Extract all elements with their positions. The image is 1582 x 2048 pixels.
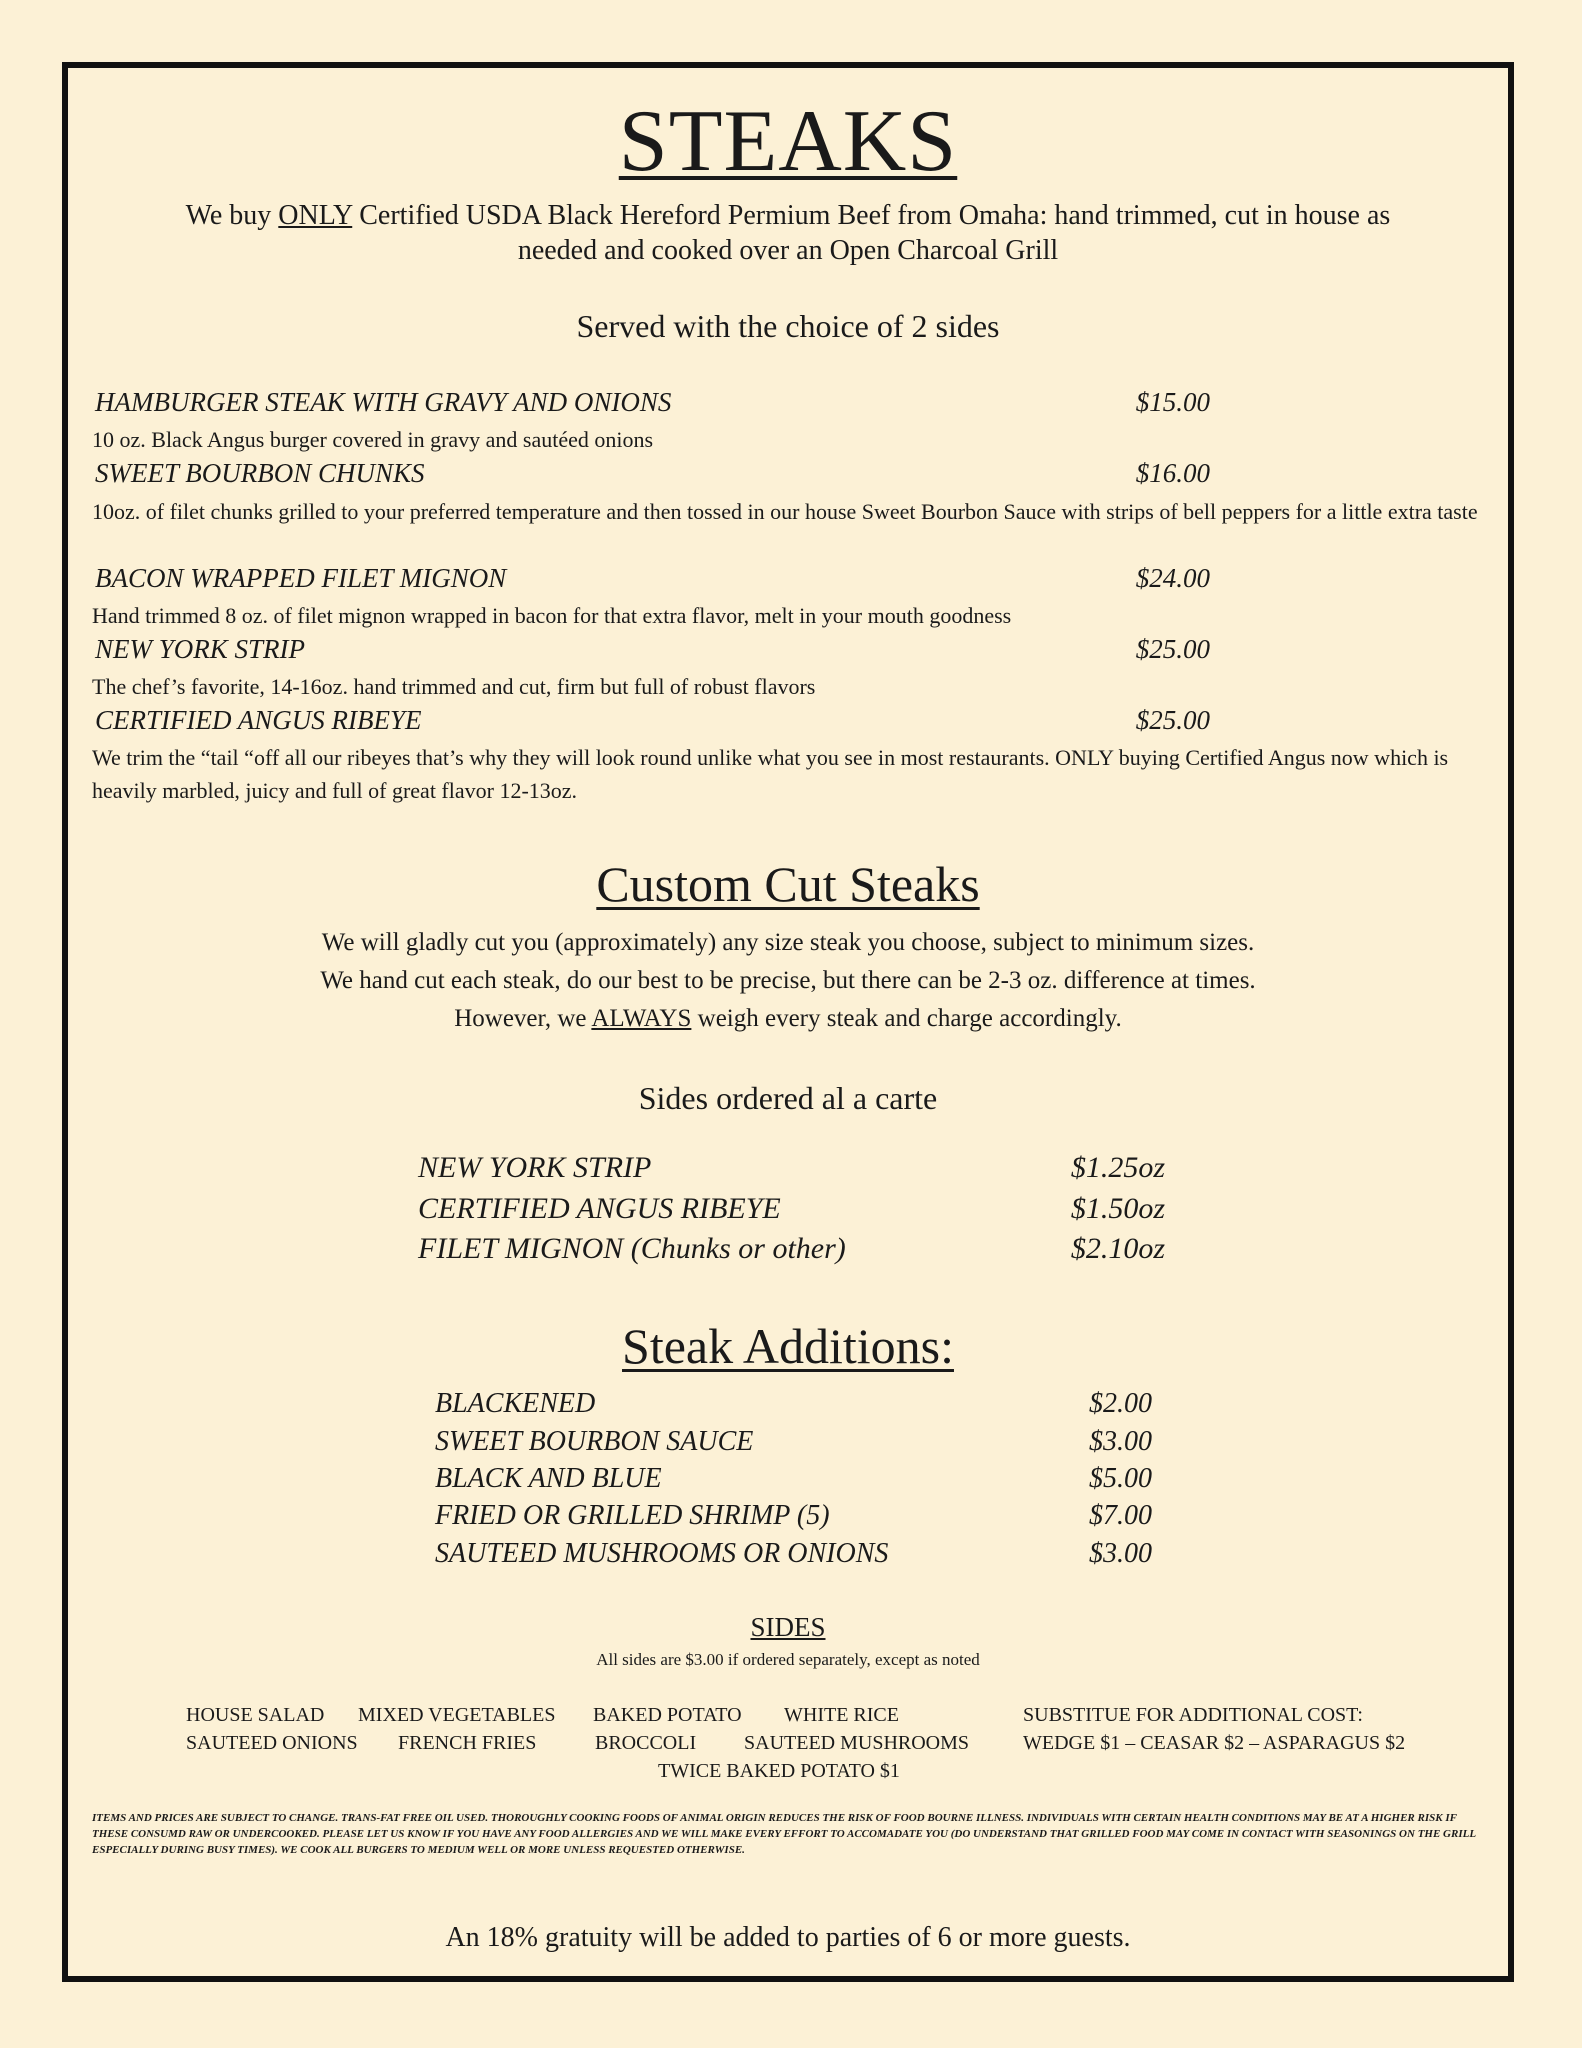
steak-name: NEW YORK STRIP (95, 634, 306, 664)
addition-price: $5.00 (1089, 1463, 1152, 1494)
side-item: SAUTEED ONIONS (186, 1732, 358, 1754)
steak-price: $16.00 (1135, 458, 1210, 488)
addition-name: SAUTEED MUSHROOMS OR ONIONS (435, 1538, 889, 1569)
cut-price: $1.50oz (1070, 1192, 1165, 1225)
steak-name: HAMBURGER STEAK WITH GRAVY AND ONIONS (95, 387, 672, 417)
page-title: STEAKS (618, 93, 958, 190)
additions-heading: Steak Additions: (622, 1318, 954, 1374)
intro-text (62, 198, 1514, 268)
side-item: WHITE RICE (784, 1704, 899, 1726)
sides-heading: SIDES (750, 1612, 826, 1642)
disclaimer: ITEMS AND PRICES ARE SUBJECT TO CHANGE. TRANS-FAT FREE OIL USED. THOROUGHLY COOKING FOODS OF ANIMAL ORIGIN REDUCES THE RISK OF FOOD BOURNE ILLNESS. INDIVIDUALS WITH CERTAIN HEALTH CONDITIONS MAY BE AT A HIGHER RISK IF THESE CONSUMD RAW OR UNDERCOOKED. PLEASE LET US KNOW IF YOU HAVE ANY FOOD ALLERGIES AND WE WILL MAKE EVERY EFFORT TO ACCOMADATE YOU (DO UNDERSTAND THAT GRILLED FOOD MAY COME IN CONTACT WITH SEASONINGS ON THE GRILL ESPECIALLY DURING BUSY TIMES). WE COOK ALL BURGERS TO MEDIUM WELL OR MORE UNLESS REQUESTED OTHERWISE. (92, 1812, 1476, 1856)
side-item: SAUTEED MUSHROOMS (744, 1732, 970, 1754)
custom-cut-heading: Custom Cut Steaks (596, 856, 980, 912)
intro-before: We buy (185, 200, 279, 231)
substitute-heading: SUBSTITUE FOR ADDITIONAL COST: (1023, 1704, 1363, 1726)
addition-name: SWEET BOURBON SAUCE (435, 1426, 754, 1457)
side-item: FRENCH FRIES (398, 1732, 537, 1754)
cut-price: $2.10oz (1070, 1232, 1165, 1265)
side-item: BAKED POTATO (593, 1704, 742, 1726)
steak-price: $15.00 (1135, 387, 1210, 417)
steak-name: SWEET BOURBON CHUNKS (95, 458, 425, 488)
steak-name: CERTIFIED ANGUS RIBEYE (95, 705, 422, 735)
steak-price: $24.00 (1135, 563, 1210, 593)
steak-description: 10 oz. Black Angus burger covered in gravy and sautéed onions (92, 427, 654, 452)
steak-description: 10oz. of filet chunks grilled to your preferred temperature and then tossed in our house Sweet Bourbon Sauce with strips of bell peppers for a little extra taste (92, 499, 1478, 524)
side-item: TWICE BAKED POTATO $1 (658, 1760, 900, 1782)
cut-name: CERTIFIED ANGUS RIBEYE (418, 1192, 781, 1225)
steak-description: The chef’s favorite, 14-16oz. hand trimmed and cut, firm but full of robust flavors (92, 674, 816, 699)
side-item: HOUSE SALAD (186, 1704, 325, 1726)
cut-name: FILET MIGNON (Chunks or other) (418, 1232, 846, 1265)
custom-line (62, 1000, 1514, 1038)
addition-price: $2.00 (1089, 1388, 1152, 1419)
sides-carte-heading: Sides ordered al a carte (638, 1080, 938, 1116)
addition-name: BLACK AND BLUE (435, 1463, 662, 1494)
gratuity-note: An 18% gratuity will be added to parties of 6 or more guests. (445, 1922, 1131, 1953)
side-item: MIXED VEGETABLES (358, 1704, 556, 1726)
custom-line3-emphasis: ALWAYS (591, 1005, 692, 1032)
addition-name: BLACKENED (435, 1388, 596, 1419)
custom-line: We will gladly cut you (approximately) any size steak you choose, subject to minimum sizes. (321, 929, 1255, 956)
sides-note: All sides are $3.00 if ordered separately, except as noted (596, 1650, 980, 1669)
steak-price: $25.00 (1135, 705, 1210, 735)
cut-name: NEW YORK STRIP (418, 1151, 652, 1184)
addition-price: $3.00 (1089, 1538, 1152, 1569)
side-item: BROCCOLI (595, 1732, 697, 1754)
substitute-prices: WEDGE $1 – CEASAR $2 – ASPARAGUS $2 (1023, 1732, 1406, 1754)
addition-price: $7.00 (1089, 1500, 1152, 1531)
addition-price: $3.00 (1089, 1426, 1152, 1457)
custom-line: We hand cut each steak, do our best to be precise, but there can be 2-3 oz. difference at times. (320, 967, 1256, 994)
intro-emphasis: ONLY (278, 200, 353, 231)
cut-price: $1.25oz (1070, 1151, 1165, 1184)
custom-line3-before: However, we (454, 1005, 592, 1032)
intro-after: Certified USDA Black Hereford Permium Beef from Omaha: hand trimmed, cut in house as needed and cooked over an Open Charcoal Grill (352, 200, 1391, 266)
custom-line3-after: weigh every steak and charge accordingly. (691, 1005, 1122, 1032)
addition-name: FRIED OR GRILLED SHRIMP (5) (435, 1500, 830, 1531)
steak-name: BACON WRAPPED FILET MIGNON (95, 563, 507, 593)
steak-price: $25.00 (1135, 634, 1210, 664)
steak-description: We trim the “tail “off all our ribeyes that’s why they will look round unlike what you see in most restaurants. ONLY buying Certified Angus now which is heavily marbled, juicy and full of great flavor 12-13oz. (92, 745, 1449, 803)
served-note: Served with the choice of 2 sides (576, 308, 1000, 344)
steak-description: Hand trimmed 8 oz. of filet mignon wrapped in bacon for that extra flavor, melt in your mouth goodness (92, 603, 1012, 628)
